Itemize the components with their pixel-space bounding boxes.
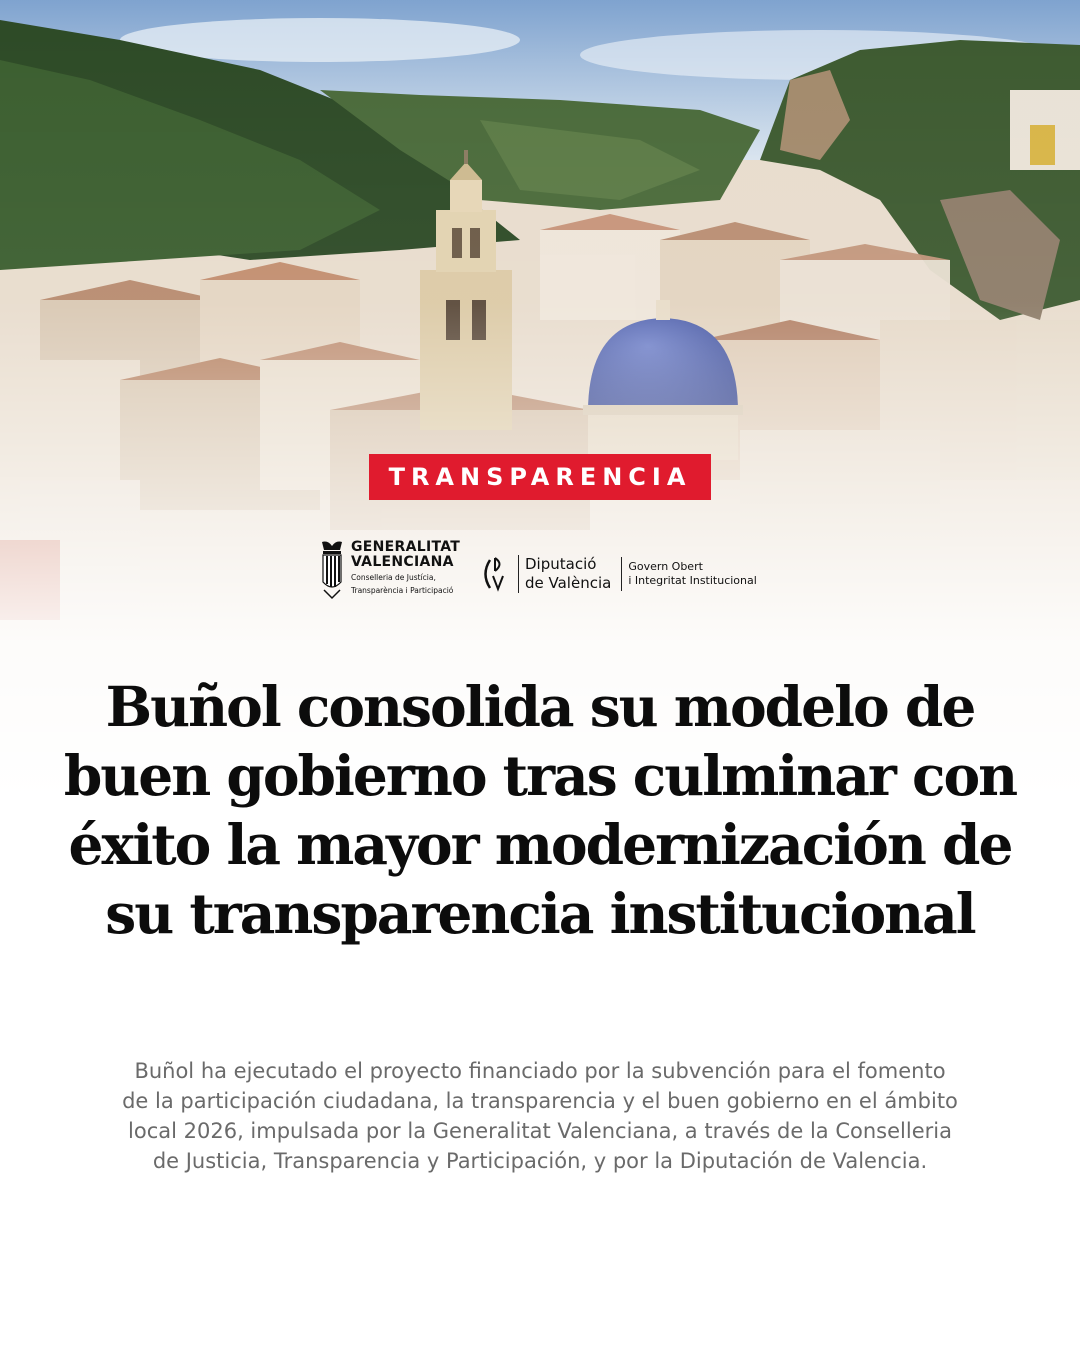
body-text: Buñol ha ejecutado el proyecto financiado por la subvención para el fomento de la participación ciudadana, la transparencia y el buen gobierno en el ámbito local 2026, impulsada por la Generalitat Valenciana, a través de la Conselleria de Justicia, Transparencia y Participación, y por la Diputación de Valencia. [122, 1059, 958, 1173]
generalitat-logo [318, 540, 460, 604]
institutional-logos [318, 540, 768, 612]
diputacio-line2: de València [525, 574, 612, 592]
govern-obert-line2: i Integritat Institucional [628, 574, 757, 587]
generalitat-crest-icon [318, 540, 346, 604]
generalitat-sub-line2: Transparència i Participació [351, 586, 454, 595]
diputacio-logo [478, 554, 757, 594]
logo-separator [518, 555, 519, 593]
dv-monogram-icon [478, 554, 512, 594]
generalitat-sub-line1: Conselleria de Justícia, [351, 573, 436, 582]
section-badge-label: TRANSPARENCIA [388, 463, 692, 491]
generalitat-name-line2: VALENCIANA [351, 554, 454, 570]
section-badge [369, 454, 711, 500]
generalitat-name-line1: GENERALITAT [351, 539, 461, 555]
diputacio-line1: Diputació [525, 555, 597, 573]
govern-obert-line1: Govern Obert [628, 560, 703, 573]
logo-separator [621, 557, 622, 591]
headline: Buñol consolida su modelo de buen gobierno tras culminar con éxito la mayor modernización de su transparencia institucional [63, 674, 1017, 946]
